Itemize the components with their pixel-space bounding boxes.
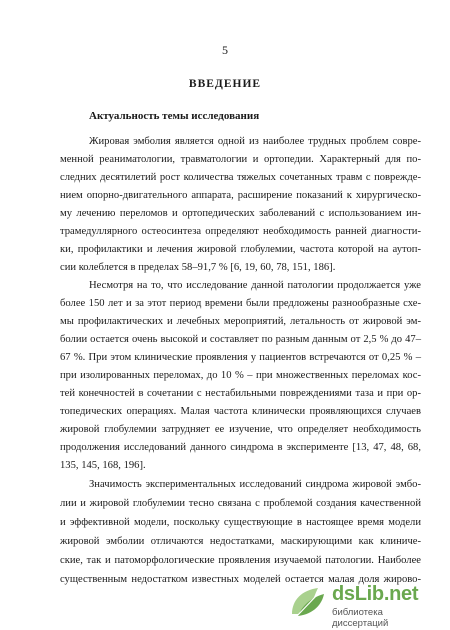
text-line: жировой глобулемии затрудняет ее изучение, что определяет необходимость — [60, 424, 421, 435]
section-heading: ВВЕДЕНИЕ — [188, 78, 262, 90]
text-line: ские, так и патоморфологические проявления изучаемой патологии. Наиболее — [60, 555, 421, 566]
text-line: менной реаниматологии, травматологии и ортопедии. Характерный для по- — [60, 154, 421, 165]
dslib-logo-icon — [288, 584, 328, 620]
watermark-tagline: библиотека диссертаций — [332, 607, 389, 629]
text-line: Жировая эмболия является одной из наиболее трудных проблем совре- — [89, 136, 421, 147]
text-line: Значимость экспериментальных исследований синдрома жировой эмбо- — [89, 479, 421, 490]
text-line: существенным недостатком известных моделей остается малая доля жирово- — [60, 574, 421, 585]
text-line: трамедуллярного остеосинтеза определяют необходимость ранней диагности- — [60, 226, 421, 237]
subsection-heading: Актуальность темы исследования — [89, 110, 260, 122]
text-line: следних десятилетий рост количества тяжелых сочетанных травм с поврежде- — [60, 172, 421, 183]
dslib-watermark — [288, 582, 438, 629]
text-line: ки, профилактики и лечения жировой глобулемии, частота которой на аутоп- — [60, 244, 421, 255]
text-line: продолжения исследований данного синдрома в эксперименте [13, 47, 48, 68, — [60, 442, 421, 453]
text-line: му лечению переломов и ортопедических заболеваний с использованием ин- — [60, 208, 421, 219]
text-line: при изолированных переломах, до 10 % – при множественных переломах кос- — [60, 370, 421, 381]
page-number: 5 — [222, 43, 228, 57]
text-line: нием опорно-двигательного аппарата, расширение показаний к хирургическо- — [60, 190, 421, 201]
text-line: топедических операциях. Малая частота клинически проявляющихся случаев — [60, 406, 421, 417]
text-line: Несмотря на то, что исследование данной патологии продолжается уже — [89, 280, 421, 291]
text-line: лии и жировой глобулемии тесно связана с проблемой создания качественной — [60, 498, 421, 509]
text-line: мы профилактических и лечебных мероприятий, летальность от жировой эм- — [60, 316, 421, 327]
text-line: более 150 лет и за этот период времени были предложены разнообразные схе- — [60, 298, 421, 309]
text-line: и эффективной модели, поскольку существующие в настоящее время модели — [60, 517, 421, 528]
text-line: 135, 145, 168, 196]. — [60, 460, 146, 471]
watermark-brand: dsLib.net — [332, 583, 419, 605]
text-line: тей конечностей в сочетании с нестабильными повреждениями таза и при ор- — [60, 388, 421, 399]
text-line: 67 %. При этом клинические проявления у пациентов встречаются от 0,25 % – — [60, 352, 421, 363]
text-line: жировой эмболии отличаются недостатками, маскирующими как клиниче- — [60, 536, 421, 547]
text-line: сии колеблется в пределах 58–91,7 % [6, 19, 60, 78, 151, 186]. — [60, 262, 336, 273]
text-line: болии остается очень высокой и составляет по разным данным от 2,5 % до 47– — [60, 334, 421, 345]
